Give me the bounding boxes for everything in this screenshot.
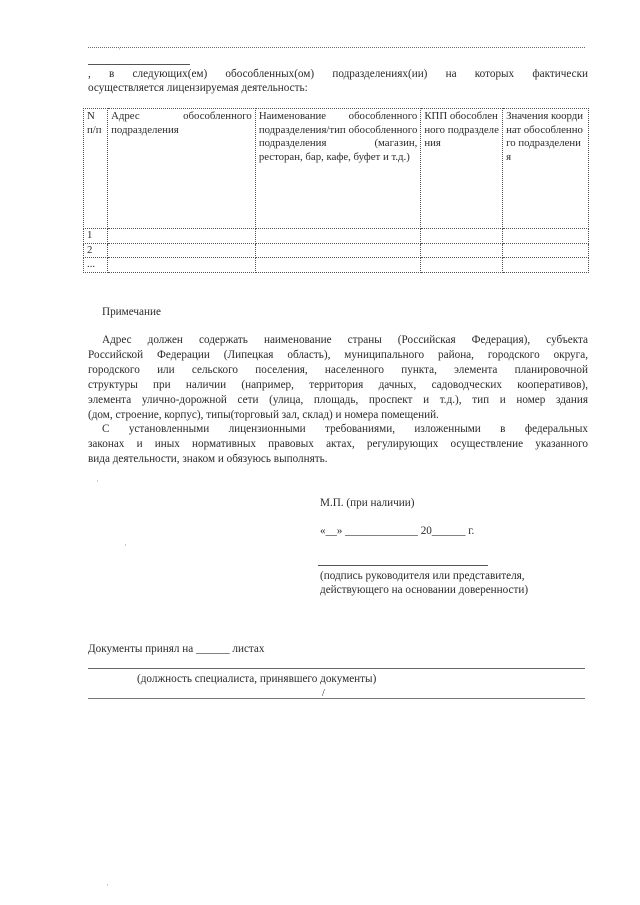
table-cell — [255, 258, 421, 273]
note-p1-line: Российской Федерации (Липецкая область), муниципального района, городского округа, — [88, 349, 588, 361]
row-number: ... — [84, 258, 108, 273]
table-cell — [421, 243, 503, 258]
position-caption: (должность специалиста, принявшего документы) — [137, 673, 377, 685]
slash-mark: / — [322, 688, 325, 699]
intro-line-1: , в следующих(ем) обособленных(ом) подразделениях(ии) на которых фактически — [88, 68, 588, 80]
scan-speck: · — [124, 540, 127, 550]
table-row — [84, 229, 589, 244]
header-kpp: КПП обособленного подразделения — [421, 109, 503, 229]
intro-line-2: осуществляется лицензируемая деятельность: — [88, 82, 308, 94]
signature-line — [318, 565, 488, 566]
table-row — [84, 243, 589, 258]
subdivisions-table — [83, 108, 589, 273]
date-line: «__» _____________ 20______ г. — [320, 525, 475, 537]
table-header-row — [84, 109, 589, 229]
table-cell — [503, 243, 589, 258]
note-p2-line: С установленными лицензионными требованиями, изложенными в федеральных — [102, 423, 588, 435]
top-rule — [88, 47, 585, 48]
scan-speck: · — [118, 44, 121, 54]
row-number: 2 — [84, 243, 108, 258]
table-cell — [108, 243, 256, 258]
position-rule-bottom — [88, 698, 585, 699]
table-row — [84, 258, 589, 273]
note-p1-line: Адрес должен содержать наименование страны (Российская Федерация), субъекта — [102, 334, 588, 346]
scan-speck: · — [96, 476, 99, 486]
table-cell — [255, 229, 421, 244]
scan-speck: · — [106, 880, 109, 890]
note-p2-line: законах и иных нормативных правовых актах, регулирующих осуществление указанного — [88, 438, 588, 450]
stamp-label: М.П. (при наличии) — [320, 497, 415, 509]
table-cell — [255, 243, 421, 258]
note-title: Примечание — [102, 306, 161, 318]
header-address: Адрес обособленного подразделения — [108, 109, 256, 229]
header-number: N п/п — [84, 109, 108, 229]
note-p2-line: вида деятельности, знаком и обязуюсь выполнять. — [88, 453, 328, 465]
table-cell — [421, 229, 503, 244]
table-cell — [421, 258, 503, 273]
row-number: 1 — [84, 229, 108, 244]
header-coordinates: Значения координат обособленного подразделения — [503, 109, 589, 229]
top-short-rule — [88, 64, 190, 65]
note-p1-line: городского или сельского поселения, населенного пункта, элемента планировочной — [88, 364, 588, 376]
table-cell — [108, 258, 256, 273]
documents-accepted-line: Документы принял на ______ листах — [88, 643, 265, 655]
note-p1-line: элемента улично-дорожной сети (улица, площадь, проспект и т.д.), тип и номер здания — [88, 394, 588, 406]
header-name-type: Наименование обособленного подразделения/тип обособленного подразделения (магазин, ресторан, бар, кафе, буфет и т.д.) — [255, 109, 421, 229]
note-p1-line: структуры при наличии (например, территория дачных, садоводческих кооперативов), — [88, 379, 588, 391]
note-p1-line: (дом, строение, корпус), типы(торговый зал, склад) и номера помещений. — [88, 409, 439, 421]
signature-caption-1: (подпись руководителя или представителя, — [320, 570, 525, 582]
position-rule-top — [88, 668, 585, 669]
table-cell — [503, 258, 589, 273]
table-cell — [108, 229, 256, 244]
table-cell — [503, 229, 589, 244]
signature-caption-2: действующего на основании доверенности) — [320, 584, 529, 596]
